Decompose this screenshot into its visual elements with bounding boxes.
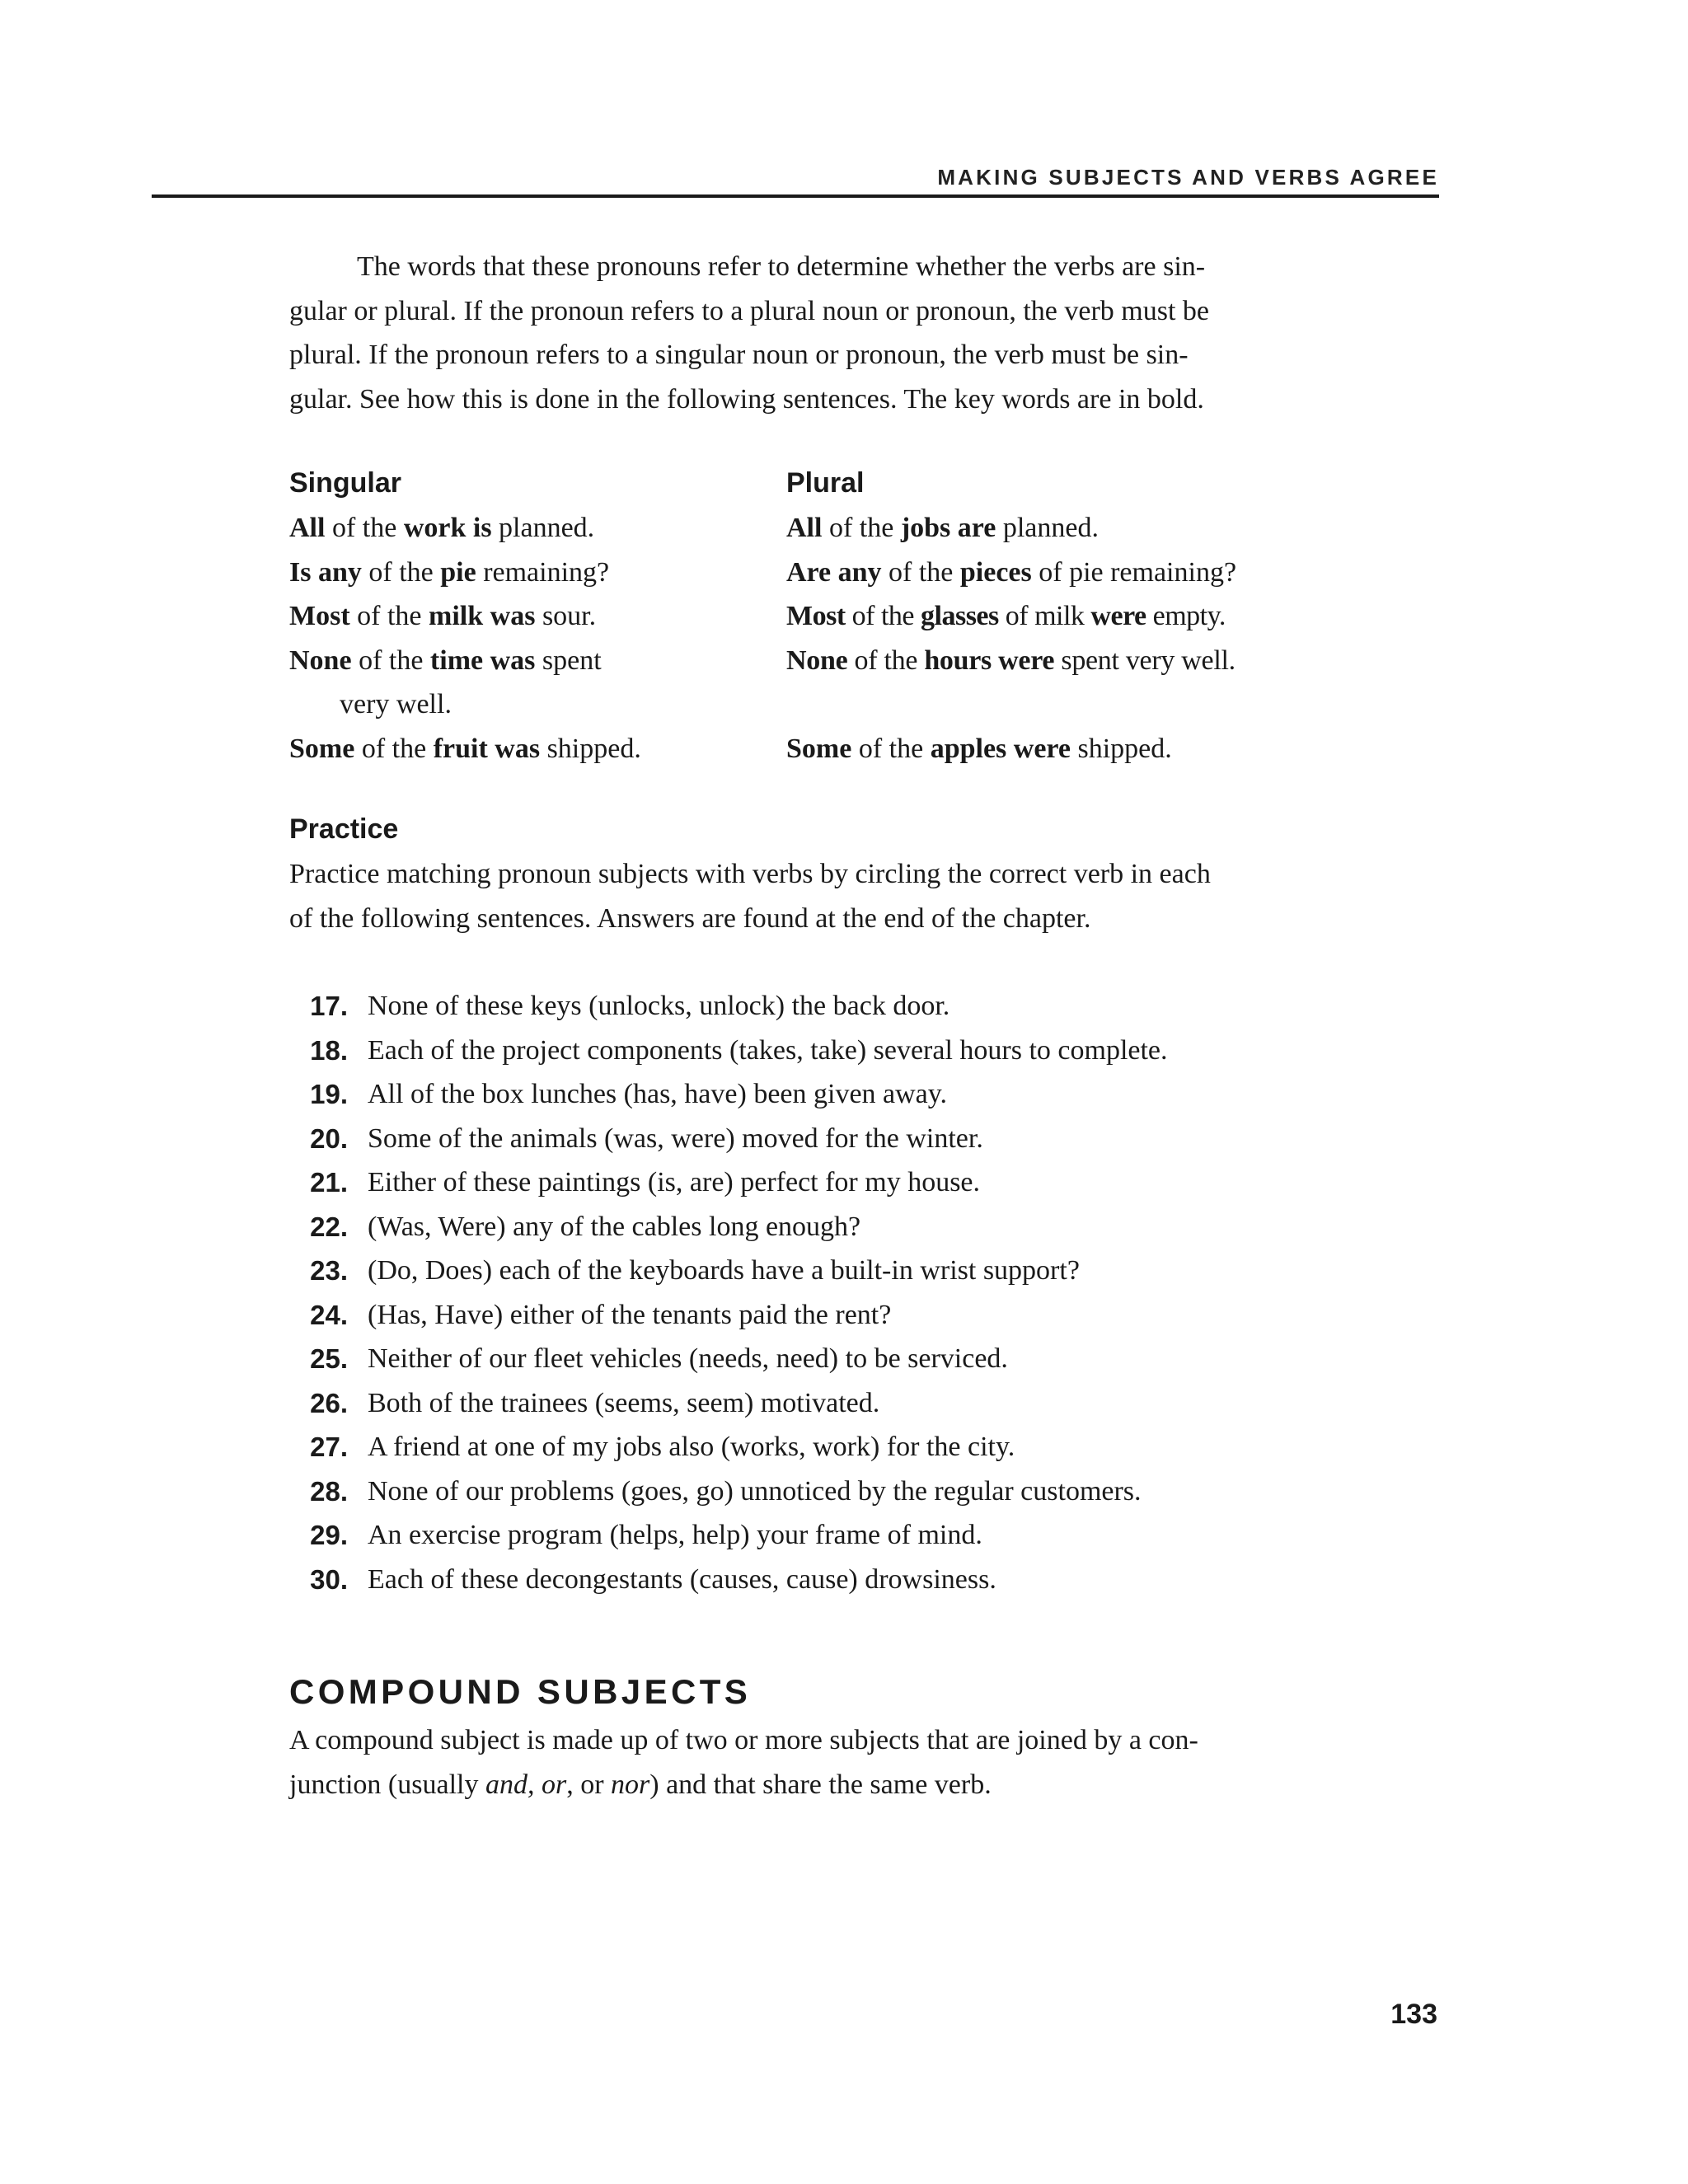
example-row: Are any of the pieces of pie remaining? [786, 556, 1237, 588]
example-row: None of the time was spent [289, 644, 602, 676]
example-row-continuation: very well. [340, 689, 452, 719]
exercise-number: 24. [310, 1299, 348, 1330]
exercise-text: (Was, Were) any of the cables long enough? [368, 1211, 861, 1242]
exercise-number: 19. [310, 1079, 348, 1109]
exercise-number: 18. [310, 1034, 348, 1066]
intro-line: The words that these pronouns refer to determine whether the verbs are sin- [357, 251, 1206, 282]
row-spacer [786, 682, 1236, 727]
exercise-item [289, 1425, 1168, 1469]
exercise-list [289, 984, 1168, 1601]
exercise-text: Each of the project components (takes, take) several hours to complete. [368, 1034, 1168, 1066]
exercise-number: 23. [310, 1255, 348, 1286]
exercise-number: 28. [310, 1475, 348, 1507]
exercise-number: 30. [310, 1563, 348, 1595]
exercise-number: 25. [310, 1343, 348, 1374]
header-rule [152, 194, 1439, 198]
exercise-number: 17. [310, 991, 348, 1021]
exercise-number: 20. [310, 1122, 348, 1154]
exercise-number: 27. [310, 1432, 348, 1462]
intro-paragraph [289, 245, 1252, 421]
exercise-text: None of our problems (goes, go) unnoticed by the regular customers. [368, 1475, 1142, 1507]
intro-line: gular or plural. If the pronoun refers to a plural noun or pronoun, the verb must be [289, 295, 1210, 326]
exercise-text: Either of these paintings (is, are) perfect for my house. [368, 1167, 981, 1197]
exercise-text: Both of the trainees (seems, seem) motivated. [368, 1387, 880, 1418]
exercise-item [289, 1381, 1168, 1426]
exercise-text: Each of these decongestants (causes, cause) drowsiness. [368, 1563, 996, 1595]
singular-column [289, 506, 641, 771]
compound-paragraph [289, 1718, 1252, 1807]
intro-line: plural. If the pronoun refers to a singular noun or pronoun, the verb must be sin- [289, 340, 1189, 370]
exercise-number: 29. [310, 1520, 348, 1550]
example-row: None of the hours were spent very well. [786, 644, 1236, 676]
singular-heading: Singular [289, 467, 402, 499]
plural-heading: Plural [786, 467, 865, 499]
page-number: 133 [1390, 1999, 1437, 2030]
example-row: All of the work is planned. [289, 513, 595, 543]
instruction-line: Practice matching pronoun subjects with verbs by circling the correct verb in each [289, 859, 1211, 889]
exercise-item [289, 1558, 1168, 1602]
plural-column [786, 506, 1236, 771]
exercise-item [289, 1072, 1168, 1117]
practice-heading: Practice [289, 813, 399, 845]
exercise-text: An exercise program (helps, help) your frame of mind. [368, 1520, 982, 1550]
exercise-item [289, 1029, 1168, 1073]
exercise-text: None of these keys (unlocks, unlock) the back door. [368, 991, 950, 1021]
exercise-text: A friend at one of my jobs also (works, work) for the city. [368, 1432, 1015, 1462]
example-row: Most of the milk was sour. [289, 601, 597, 631]
exercise-text: (Do, Does) each of the keyboards have a built-in wrist support? [368, 1255, 1080, 1286]
exercise-number: 21. [310, 1167, 348, 1197]
practice-instructions [289, 852, 1252, 940]
example-row: All of the jobs are planned. [786, 513, 1099, 543]
example-row: Most of the glasses of milk were empty. [786, 601, 1226, 631]
example-row: Some of the fruit was shipped. [289, 733, 641, 764]
exercise-text: All of the box lunches (has, have) been given away. [368, 1079, 948, 1109]
compound-line: junction (usually and, or, or nor) and that share the same verb. [289, 1769, 992, 1800]
instruction-line: of the following sentences. Answers are found at the end of the chapter. [289, 902, 1091, 934]
exercise-text: Neither of our fleet vehicles (needs, need) to be serviced. [368, 1343, 1008, 1374]
exercise-text: Some of the animals (was, were) moved for the winter. [368, 1122, 983, 1154]
example-row: Is any of the pie remaining? [289, 556, 610, 588]
example-row: Some of the apples were shipped. [786, 733, 1172, 764]
exercise-item [289, 1513, 1168, 1558]
exercise-item [289, 1469, 1168, 1514]
running-head: MAKING SUBJECTS AND VERBS AGREE [937, 165, 1439, 190]
exercise-text: (Has, Have) either of the tenants paid the rent? [368, 1299, 892, 1330]
exercise-item [289, 1337, 1168, 1381]
exercise-item [289, 1205, 1168, 1249]
exercise-number: 22. [310, 1211, 348, 1242]
exercise-item [289, 1117, 1168, 1161]
exercise-item [289, 1293, 1168, 1338]
exercise-number: 26. [310, 1387, 348, 1418]
section-heading: COMPOUND SUBJECTS [289, 1672, 752, 1711]
exercise-item [289, 1249, 1168, 1293]
exercise-item [289, 1160, 1168, 1205]
exercise-item [289, 984, 1168, 1029]
intro-line: gular. See how this is done in the following sentences. The key words are in bold. [289, 383, 1204, 415]
compound-line: A compound subject is made up of two or more subjects that are joined by a con- [289, 1725, 1198, 1755]
